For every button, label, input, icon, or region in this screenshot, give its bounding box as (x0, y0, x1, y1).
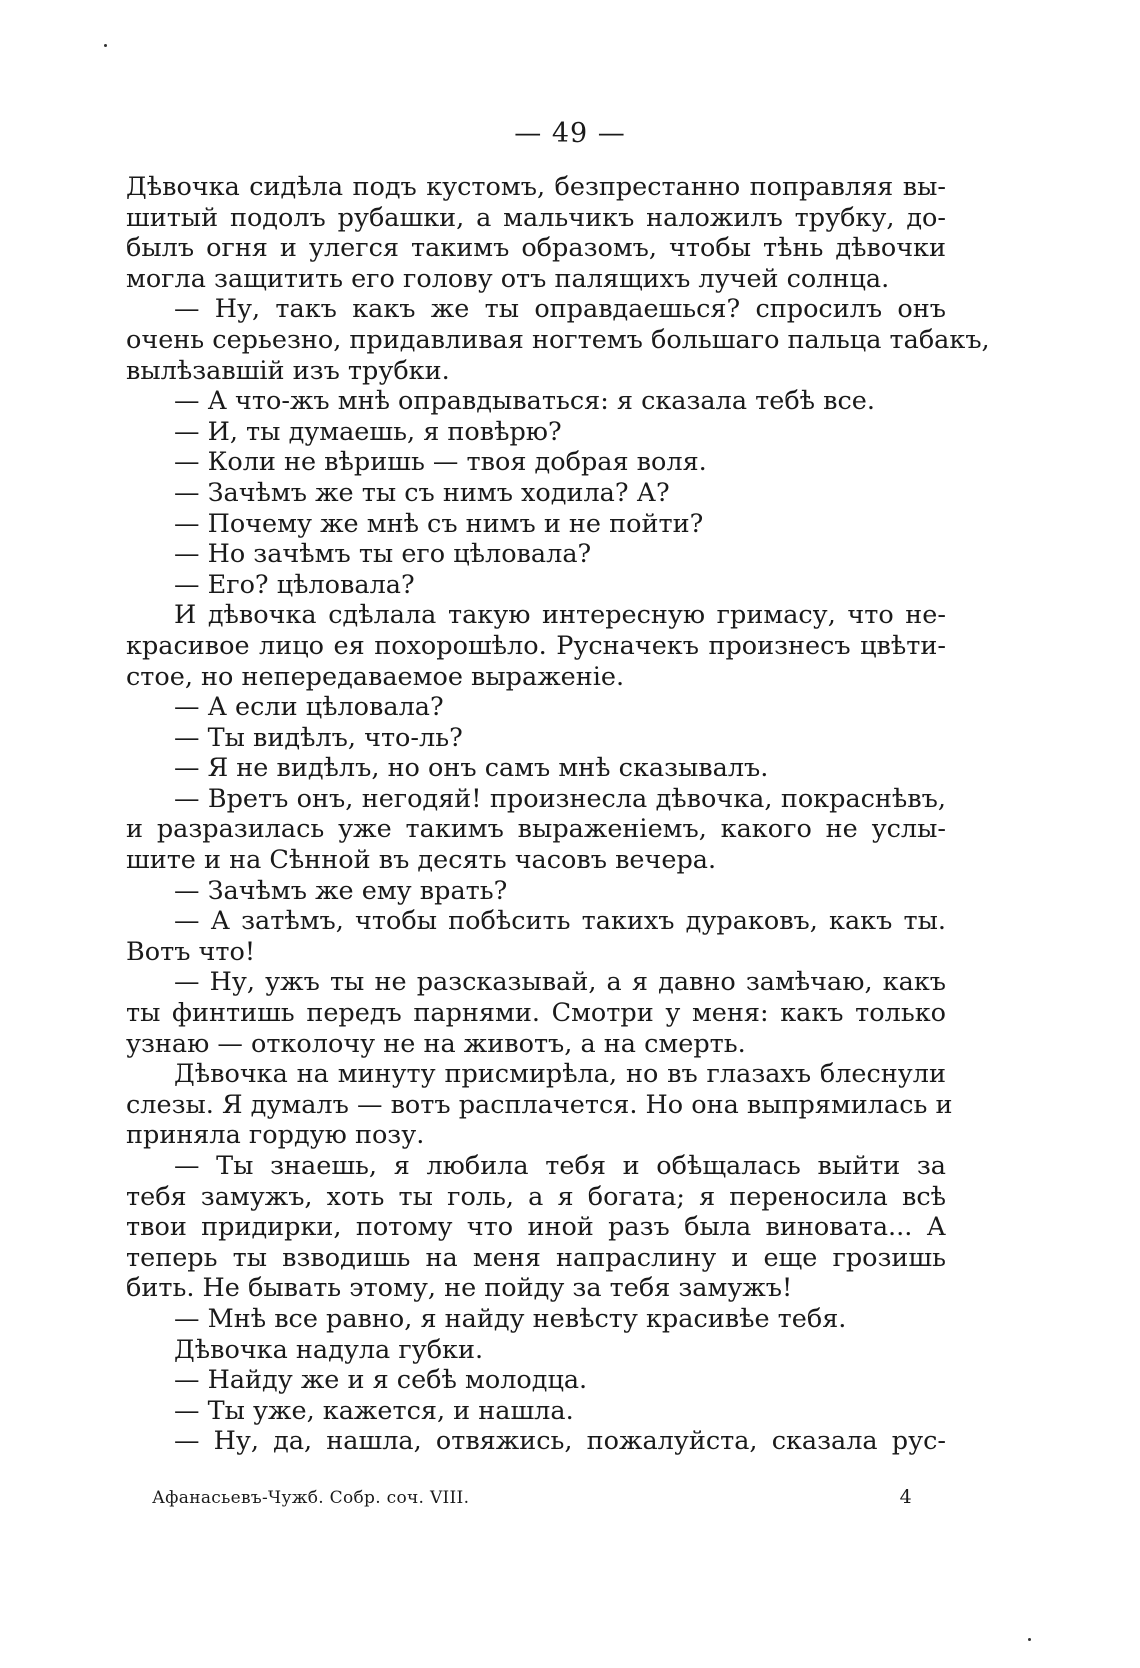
text-line: — Найду же и я себѣ молодца. (174, 1365, 588, 1396)
text-line: — Вретъ онъ, негодяй! произнесла дѣвочка, покраснѣвъ, (174, 783, 946, 814)
text-line: красивое лицо ея похорошѣло. Русначекъ произнесъ цвѣти- (126, 630, 946, 661)
text-line: Дѣвочка на минуту присмирѣла, но въ глазахъ блеснули (174, 1059, 946, 1090)
print-speck (1028, 1638, 1031, 1641)
text-line: ты финтишь передъ парнями. Смотри у меня: какъ только (126, 998, 946, 1029)
text-line: — Ты уже, кажется, и нашла. (174, 1395, 574, 1426)
text-line: шите и на Сѣнной въ десять часовъ вечера. (126, 845, 717, 876)
text-line: твои придирки, потому что иной разъ была виновата... А (126, 1212, 946, 1243)
text-line: Вотъ что! (126, 936, 256, 967)
text-line: вылѣзавшій изъ трубки. (126, 355, 450, 386)
text-line: — Ты знаешь, я любила тебя и обѣщалась выйти за (174, 1151, 946, 1181)
text-line: приняла гордую позу. (126, 1120, 425, 1151)
text-line: могла защитить его голову отъ палящихъ лучей солнца. (126, 263, 890, 294)
text-line: — Ну, ужъ ты не разсказывай, а я давно замѣчаю, какъ (174, 967, 946, 998)
text-line: — Мнѣ все равно, я найду невѣсту красивѣе тебя. (174, 1303, 847, 1334)
text-line: — Ну, такъ какъ же ты оправдаешься? спросилъ онъ (174, 294, 946, 325)
page-number: — 49 — (514, 118, 626, 149)
sheet-signature: 4 (899, 1486, 912, 1508)
text-line: — Ну, да, нашла, отвяжись, пожалуйста, сказала рус- (174, 1426, 946, 1457)
text-line: Дѣвочка надула губки. (174, 1334, 484, 1365)
text-line: — А если цѣловала? (174, 692, 444, 723)
text-line: — Зачѣмъ же ты съ нимъ ходила? А? (174, 477, 670, 508)
print-speck (104, 44, 107, 47)
text-line: — А что-жъ мнѣ оправдываться: я сказала тебѣ все. (174, 386, 876, 417)
text-line: — Коли не вѣришь — твоя добрая воля. (174, 447, 707, 478)
text-line: слезы. Я думалъ — вотъ расплачется. Но она выпрямилась и (126, 1089, 953, 1120)
text-line: тебя замужъ, хоть ты голь, а я богата; я переносила всѣ (126, 1181, 946, 1212)
text-line: — А затѣмъ, чтобы побѣсить такихъ дураковъ, какъ ты. (174, 906, 946, 937)
text-line: Дѣвочка сидѣла подъ кустомъ, безпрестанно поправляя вы- (126, 172, 946, 202)
text-line: очень серьезно, придавливая ногтемъ большаго пальца табакъ, (126, 324, 990, 355)
text-line: — И, ты думаешь, я повѣрю? (174, 416, 562, 447)
text-line: стое, но непередаваемое выраженіе. (126, 661, 625, 692)
text-line: — Зачѣмъ же ему врать? (174, 875, 508, 906)
text-line: — Я не видѣлъ, но онъ самъ мнѣ сказывалъ. (174, 753, 769, 784)
text-line: теперь ты взводишь на меня напраслину и еще грозишь (126, 1242, 946, 1273)
text-line: бить. Не бывать этому, не пойду за тебя замужъ! (126, 1273, 793, 1304)
text-line: И дѣвочка сдѣлала такую интересную гримасу, что не- (174, 600, 946, 631)
text-line: — Но зачѣмъ ты его цѣловала? (174, 539, 592, 570)
text-line: — Почему же мнѣ съ нимъ и не пойти? (174, 508, 704, 539)
text-line: шитый подолъ рубашки, а мальчикъ наложилъ трубку, до- (126, 202, 946, 233)
text-line: и разразилась уже такимъ выраженіемъ, какого не услы- (126, 814, 946, 845)
body-text (126, 172, 990, 1457)
printer-signature: Афанасьевъ-Чужб. Собр. соч. VIII. (152, 1488, 470, 1508)
text-line: узнаю — отколочу не на животъ, а на смерть. (126, 1028, 746, 1059)
text-line: былъ огня и улегся такимъ образомъ, чтобы тѣнь дѣвочки (126, 233, 946, 264)
text-line: — Ты видѣлъ, что-ль? (174, 722, 463, 753)
text-line: — Его? цѣловала? (174, 569, 415, 600)
